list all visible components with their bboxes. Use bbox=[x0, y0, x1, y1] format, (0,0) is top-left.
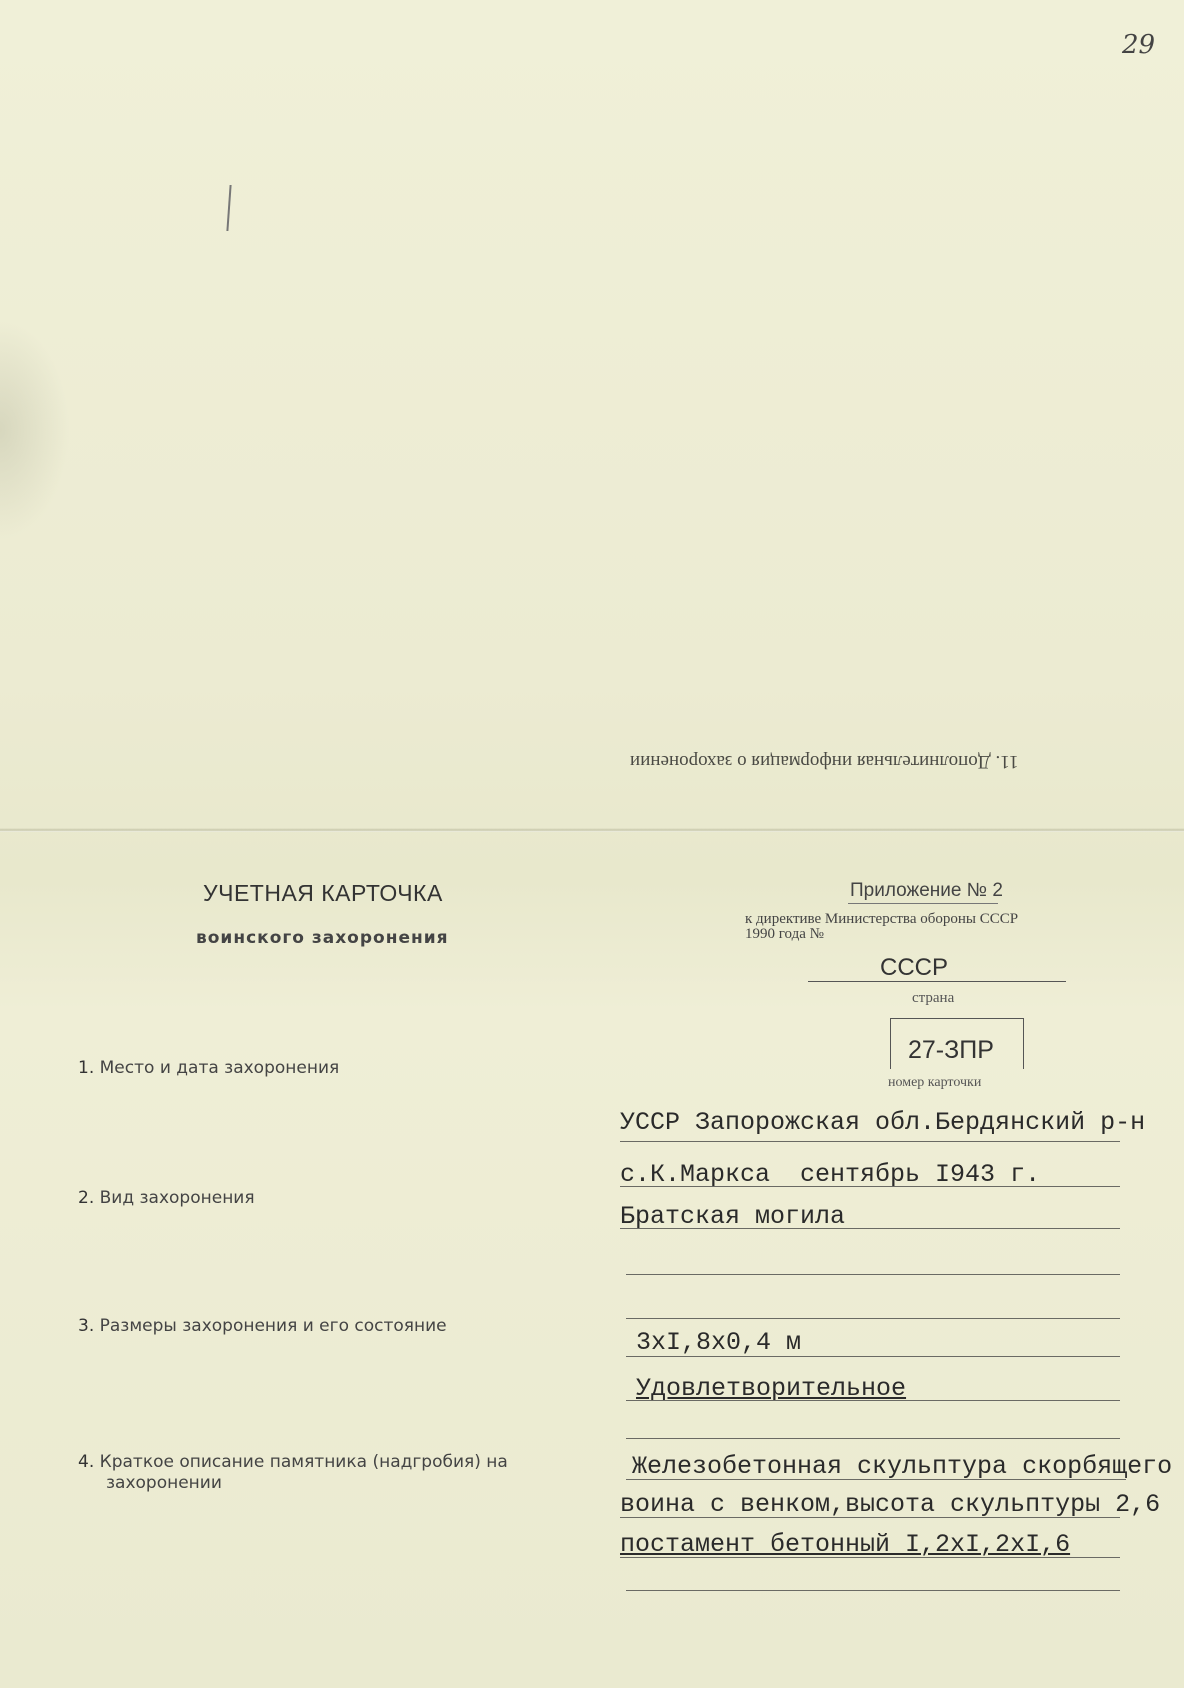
card-number: 27-ЗПР bbox=[908, 1036, 994, 1064]
field-1-number: 1. bbox=[78, 1058, 95, 1078]
mirrored-heading-back-side: 11. Дополнительная информация о захоронении bbox=[630, 751, 1019, 772]
field-1-value-line-1: УССР Запорожская обл.Бердянский р-н bbox=[620, 1108, 1146, 1137]
field-4-value-line-2: воина с венком,высота скульптуры 2,6 bbox=[620, 1490, 1161, 1519]
field-1-value-line-2: с.К.Маркса сентябрь I943 г. bbox=[620, 1160, 1041, 1189]
field-4-text-line-1: Краткое описание памятника (надгробия) на bbox=[99, 1452, 508, 1472]
field-2-rule-1 bbox=[620, 1228, 1120, 1229]
card-title: УЧЕТНАЯ КАРТОЧКА bbox=[203, 880, 443, 906]
country-underline bbox=[808, 981, 1066, 982]
directive-line-1: к директиве Министерства обороны СССР bbox=[745, 911, 1019, 927]
card-subtitle: воинского захоронения bbox=[196, 928, 449, 948]
paper-stain bbox=[0, 320, 70, 540]
field-3-text: Размеры захоронения и его состояние bbox=[99, 1316, 447, 1336]
field-2-number: 2. bbox=[78, 1188, 95, 1208]
field-3-value-line-1: 3xI,8x0,4 м bbox=[636, 1328, 802, 1357]
field-4-value-line-1: Железобетонная скульптура скорбящего bbox=[632, 1452, 1173, 1481]
country-value: СССР bbox=[880, 954, 949, 981]
field-1-text: Место и дата захоронения bbox=[99, 1058, 340, 1078]
field-3-value-line-2: Удовлетворительное bbox=[636, 1374, 907, 1403]
field-3-rule-1 bbox=[626, 1356, 1120, 1357]
card-number-caption: номер карточки bbox=[888, 1075, 982, 1090]
appendix-label: Приложение № 2 bbox=[850, 880, 1003, 901]
field-3-number: 3. bbox=[78, 1316, 95, 1336]
field-2-value-line-1: Братская могила bbox=[620, 1202, 846, 1231]
field-1-rule-2 bbox=[620, 1186, 1120, 1187]
field-3-rule-0 bbox=[626, 1318, 1120, 1319]
field-4-rule-1 bbox=[626, 1479, 1126, 1480]
fold-line bbox=[0, 828, 1184, 832]
field-4-rule-2 bbox=[620, 1517, 1120, 1518]
field-4-value-line-3: постамент бетонный I,2xI,2xI,6 bbox=[620, 1530, 1071, 1559]
field-4-number: 4. bbox=[78, 1452, 95, 1472]
field-2-text: Вид захоронения bbox=[99, 1188, 255, 1208]
field-3-rule-3 bbox=[626, 1438, 1120, 1439]
field-3-rule-2 bbox=[626, 1400, 1120, 1401]
field-2-rule-2 bbox=[626, 1274, 1120, 1275]
field-2-label bbox=[78, 1188, 255, 1208]
directive-line-2: 1990 года № bbox=[745, 926, 824, 942]
page-number: 29 bbox=[1122, 30, 1156, 60]
field-4-rule-4 bbox=[626, 1590, 1120, 1591]
field-1-rule-1 bbox=[620, 1141, 1120, 1142]
field-4-rule-3 bbox=[620, 1557, 1120, 1558]
country-caption: страна bbox=[912, 990, 955, 1006]
field-4-text-line-2: захоронении bbox=[106, 1473, 222, 1493]
pencil-mark bbox=[226, 185, 235, 231]
field-1-label bbox=[78, 1058, 339, 1078]
field-3-label bbox=[78, 1316, 447, 1336]
directive-text bbox=[745, 912, 1018, 942]
field-4-label bbox=[78, 1452, 508, 1494]
appendix-underline bbox=[848, 903, 998, 904]
